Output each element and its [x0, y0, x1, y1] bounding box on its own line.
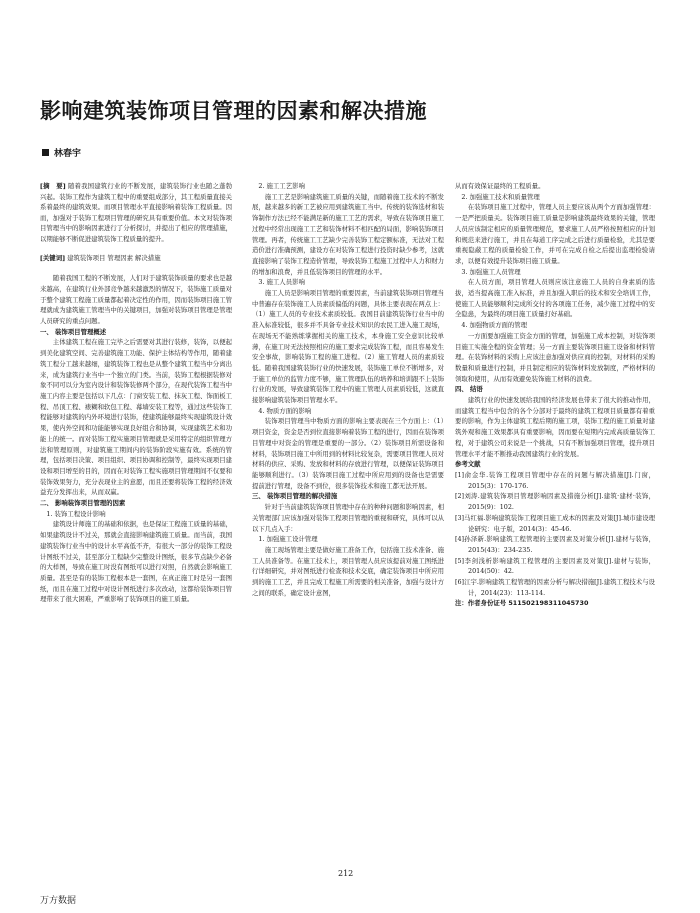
- paragraph: 针对于当前建筑装饰项目管理中存在的种种问题和影响因素，相关管理部门应该加强对装饰工程项目管理的重视和研究，具体可以从以下几点入手：: [252, 503, 444, 533]
- column-3: [455, 181, 655, 869]
- reference-item: [1]俞金华.装饰工程项目管理中存在的问题与解决措施[J].门窗，2015(3)：170-176.: [455, 470, 655, 490]
- keywords-text: 建筑装饰项目 管理因素 解决措施: [67, 253, 161, 262]
- paragraph: 建筑设计师施工的基础和依据，也是保证工程施工质量的基础，如果建筑设计不过关，那就会直接影响建筑施工质量。而当前，我国建筑装饰行业当中的设计水平高低不齐，有很大一部分的装饰工程设计图纸不过关，甚至部分工程缺少完整设计图纸，很多节点缺少必备的大样图，导致在施工时没有图纸可以进行对照，自然就会影响施工质量。甚至是有的装饰工程根本是一套图，在真正施工时是另一套图纸，而且在施工过程中对设计图纸进行多次改动，这都给装饰项目管理带来了很大困难，严重影响了装饰项目的施工质量。: [40, 520, 232, 604]
- paragraph: 主体建筑工程在施工完毕之后需要对其进行装修，装饰，以便起到美化建筑空间、完善建筑施工功能、保护主体结构等作用，随着建筑工程分工越来越细，建筑装饰工程也是从整个建筑工程当中分离出来，成为建筑行业当中一个独立的门类。当前，装饰工程根据装修对象不同可以分为室内设计和装饰装修两个部分，在现代装饰工程当中施工内容主要是包括以下几点：门窗安装工程、抹灰工程、饰面板工程、吊顶工程、裱糊和软包工程、幕墙安装工程等，通过这些装饰工程能够对建筑的内外环境进行装饰，使建筑能够最终实现建筑设计效果，使内外空间和功能能够实现良好组合和协调，实现建筑艺术和功能上的统一。而对装饰工程实施项目管理就是采用特定的组织管理方法和管理原则，对建筑施工期间内的装饰阶段实施有效。系统的管理，包括项目决策、项目组织、项目协调和控制等，最终实现项目建设和项目增至的目的，因而在对装饰工程实施项目管理期间不仅要和装饰效果努力，充分表现业主的意愿，而且还要将装饰工程的经济效益充分发挥出来，从而双赢。: [40, 338, 232, 497]
- column-1-body: [40, 273, 232, 605]
- page-number: 212: [338, 869, 354, 878]
- abstract: [40, 181, 232, 245]
- paragraph: 施工现场管理主要是做好施工准备工作，包括施工技术准备、施工人员准备等。在施工技术上，项目管理人员应该提前对施工图纸进行详细研究，并对图纸进行检查和技术交底，确定装饰项目中所应用到的施工工艺，并且完成工程施工所需要的相关准备，加强与设计方之间的联系，确定设计意图，: [252, 545, 444, 597]
- subsection-heading: 2. 加强施工技术和质量管理: [461, 192, 540, 201]
- paragraph: 建筑行业的快速发展给我国的经济发展也带来了很大的推动作用，而建筑工程当中包含的各个分部对于最终的建筑工程项目质量都有着重要的影响，作为主体建筑工程后期的施工项，装饰工程的施工质量对建筑外观和施工效果都具有重要影响，因而要在短期内完成高质量装饰工程，对于建筑公司来说是一个挑战，只有不断加强项目管理，提升项目管理水平才能不断推动我国建筑行业的发展。: [455, 396, 655, 458]
- section-heading: 二、 影响装饰项目管理的因素: [40, 499, 126, 508]
- paragraph: 施工人员是影响项目管理的重要因素，当前建筑装饰项目管理当中普遍存在装饰施工人员素质偏低的问题，具体主要表现在两点上：（1）施工人员的专业技术素质较低。我国目前建筑装饰行业当中的准入标准较低，很多并不具备专业技术知识的农民工进入施工现场，在现场无不能熟练掌握相关的施工技术，本身施工安全意识比较单薄，在施工时无法按照相应的施工要求完成装饰工程，而且容易发生安全事故，影响装饰工程的施工进程。（2）施工管理人员的素质较低。随着我国建筑装饰行业的快速发展，装饰施工单位不断增多，对于施工单位的监管力度不够，施工管理队伍的培养和培训跟不上装饰行业的发展，导致建筑装饰工程中的施工管理人员素质较低，这就直接影响建筑装饰项目管理水平。: [252, 289, 444, 405]
- paragraph: 随着我国工程的不断发展，人们对于建筑装饰质量的要求也是越来越高，在建筑行业外部竞争越来越激烈的情况下，装饰施工质量对于整个建筑工程施工质量都起着决定性的作用，因而装饰项目施工管理就成为建筑施工管理当中的关键项目，加强对装饰项目管理是管理人员研究的重点问题。: [40, 274, 232, 326]
- section-heading: 三、 装饰项目管理的解决措施: [252, 492, 338, 501]
- subsection-heading: 4. 加强物质方面的管理: [461, 321, 528, 330]
- column-2-body: [252, 181, 444, 598]
- column-2: [252, 181, 444, 869]
- subsection-heading: 2. 施工工艺影响: [258, 182, 305, 190]
- abstract-text: 随着我国建筑行业的不断发展，建筑装饰行业也随之蓬勃兴起。装饰工程作为建筑工程中的重要组成部分，其工程质量直接关系着最终的建筑效果。而项目管理水平直接影响着装饰工程质量。因而，加强对于装饰工程项目管理的研究具有重要价值。本文对装饰项目管理当中的影响因素进行了分析探讨，并提出了相应的管理措施，以期能够不断促进建筑装饰工程质量的提升。: [40, 182, 232, 243]
- article-title: 影响建筑装饰项目管理的因素和解决措施: [40, 99, 427, 123]
- keywords: [40, 253, 232, 264]
- paragraph: 在人员方面，项目管理人员则应该注意施工人员的自身素质的选拔，适当提高施工准入标准，并且加强入职后的技术和安全培训工作，使施工人员能够顺利完成所交付的各项施工任务，减少施工过程中的安全隐患，为最终的项目施工质量打好基础。: [455, 278, 655, 319]
- paragraph: 一方面要加强施工资金方面的管理，加强施工成本控制，对装饰项目施工实施全程的资金管理；另一方面主要装饰项目施工设备和材料管理。在装饰材料的采购上应该注意加强对供应商的控制，对材料的采购数量和质量进行控制，并且制定相应的装饰材料发放制度，严格材料的领取和使用，从而有效避免装饰施工材料的浪费。: [455, 331, 655, 383]
- paragraph: 从而有效保证最终的工程质量。: [455, 182, 545, 190]
- subsection-heading: 1. 加强施工设计管理: [258, 535, 318, 544]
- column-1: [40, 181, 232, 869]
- author-line: [42, 146, 81, 159]
- reference-item: [2]刘涛.建筑装饰项目管理影响因素及措施分析[J].建筑·建材·装饰，2015(9)：102.: [455, 492, 655, 512]
- keywords-label: [关键词]: [40, 253, 66, 262]
- reference-item: [6]江宇.影响建筑工程管理的因素分析与解决措施[J].建筑工程技术与设计，2014(23)：113-114.: [455, 578, 655, 597]
- subsection-heading: 3. 施工人员影响: [258, 278, 305, 287]
- subsection-heading: 4. 物质方面的影响: [258, 406, 312, 415]
- subsection-heading: 3. 加强施工人员管理: [461, 267, 521, 276]
- section-heading: 四、 结语: [455, 385, 483, 394]
- author-name: 林春宇: [54, 149, 82, 159]
- paragraph: 施工工艺是影响建筑施工质量的关键，而随着施工技术的不断发展，越来越多的新工艺被应用到建筑施工当中。传统的装饰选材和装饰制作方法已经不能满足新的施工工艺的需求，导致在装饰项目施工过程中经常出现施工工艺和装饰材料不相匹配的局面，影响装饰项目管理。再者，传统施工工艺缺少完善装饰工程定额标准，无法对工程造价进行准确预测，建设方在对装饰工程进行投资时缺少参考，这就直接影响了装饰工程造价管理，导致装饰工程施工过程中人力和财力的增加和浪费，并且低装饰项目的管理的水平。: [252, 192, 444, 276]
- author-note: 注：作者身份证号 511502198311045730: [455, 599, 589, 608]
- square-bullet-icon: [42, 149, 49, 156]
- reference-item: [5]李剑浅析影响建筑工程管理的主要因素及对策[J].建材与装饰，2014(50)：42.: [455, 556, 655, 576]
- subsection-heading: 1. 装饰工程设计影响: [46, 509, 106, 518]
- column-3-body: [455, 181, 655, 609]
- paragraph: 在装饰项目施工过程中，管理人员主要应该从两个方面加强管理：一是严把质量关。装饰项目施工质量是影响建筑最终效果的关键，管理人员应该制定相应的质量管理规范，要求施工人员严格按照相应的计划和规范来进行施工，并且在每道工序完成之后进行质量检验，尤其是要重视隐蔽工程的质量检验工作，并可在完成自检之后提出监理检验请求，以便有效提升装饰项目施工质量。: [455, 203, 655, 265]
- reference-item: [4]孙泽新.影响建筑工程管理的主要因素及对策分析[J].建材与装饰，2015(43)：234-235.: [455, 535, 655, 554]
- section-heading: 参考文献: [455, 460, 481, 469]
- footer-watermark: 万方数据: [40, 896, 77, 906]
- section-heading: 一、 装饰项目管理概述: [40, 327, 107, 336]
- paragraph: 装饰项目管理当中物质方面的影响主要表现在三个方面上：（1）项目资金，资金是否到位直接影响着装饰工程的进行，因而在装饰项目管理中对资金的管理是重要的一部分。（2）装饰项目所需设备和材料，装饰项目施工中所用到的材料比较复杂，需要项目管理人员对材料的供应、采购、发放和材料的存放进行管理，以便保证装饰项目能够顺利进行。（3）装饰项目施工过程中所应用到的设备也是需要提前进行管理，设备不到位，很多装饰技术和施工都无法开展。: [252, 417, 444, 490]
- reference-item: [3]马红福.影响建筑装饰工程项目施工成本的因素及对策[J].城市建设理论研究：电子版，2014(3)：45-46.: [455, 513, 655, 533]
- abstract-label: [摘 要]: [40, 182, 66, 190]
